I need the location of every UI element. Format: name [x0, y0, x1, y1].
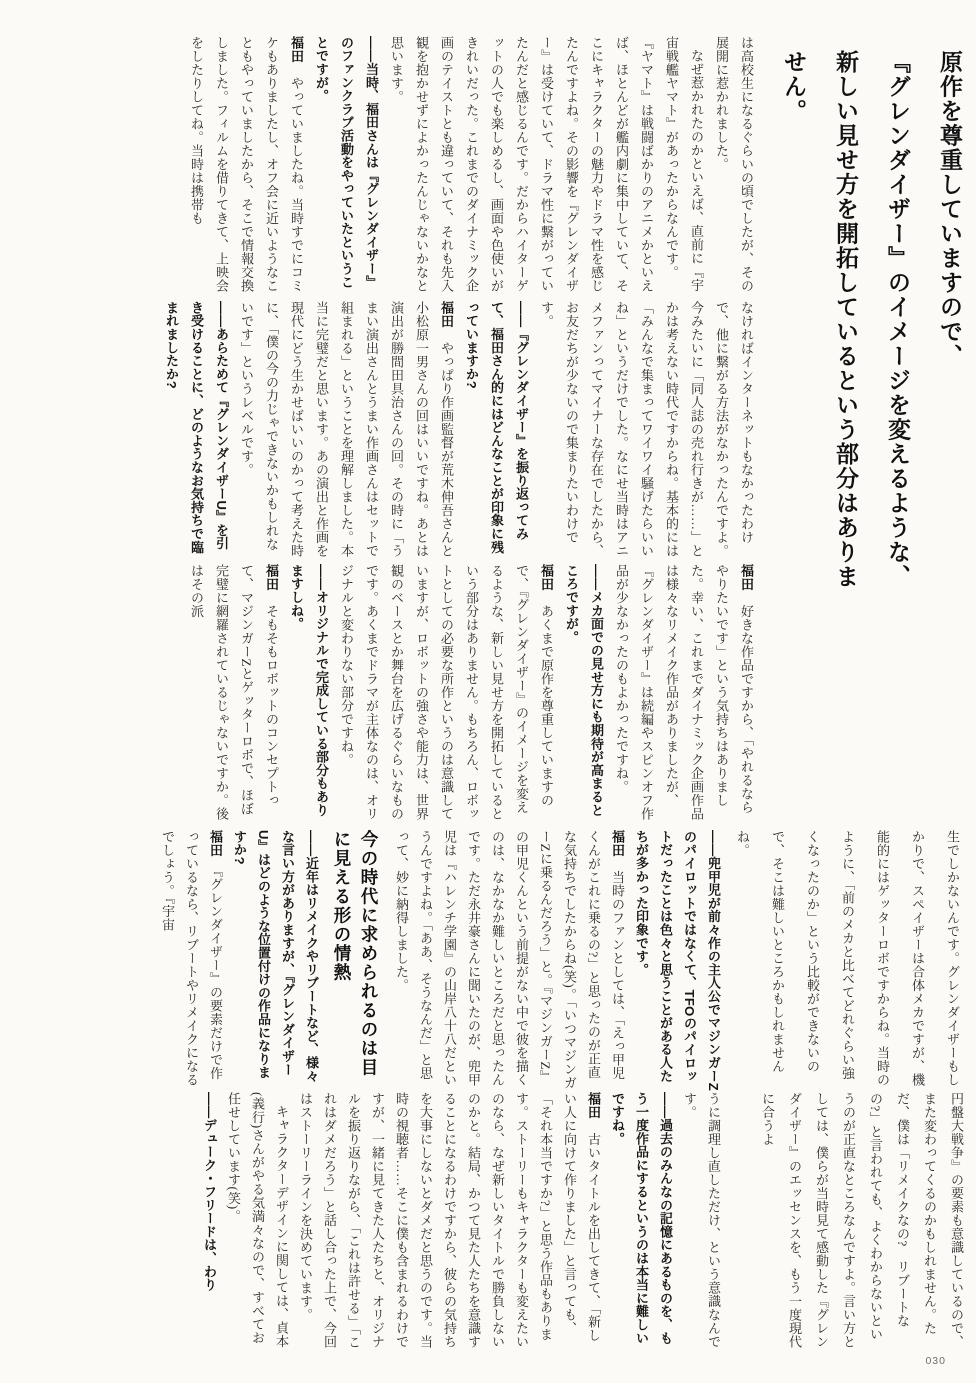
speaker-label: 福田	[586, 1092, 601, 1119]
speaker-label: 福田	[208, 830, 223, 857]
speaker-label: 福田	[289, 36, 304, 63]
page-number: 030	[925, 1355, 946, 1367]
interview-answer: 円盤大戦争』の要素も意識しているので、また変わってくるのかもしれません。ただ、僕は「リメイクなの? リブートなの?」と言われても、よくわからないというのが正直なところなんですよ。言い方としては、僕らが当時見て感動した『グレンダイザー』のエッセンスを、もう一度現代に合うよ	[760, 1092, 964, 1349]
interview-answer: 福田 やっぱり作画監督が荒木伸吾さんと小松原一男さんの回はいいですね。あとは演出が勝間田具治さんの回。その時に「うまい演出さんとうまい作画さんはセットで組まれる」ということを理解しました。本当に完璧だと思います。あの演出と作画を現代にどう生かせばいいのかって考えた時に、「僕の今の力じゃできないかもしれないです」というレベルです。	[239, 301, 454, 558]
interview-question: ――過去のみんなの記憶にあるものを、もう一度作品にするというのは本当に難しいですね。	[610, 1092, 673, 1345]
interview-answer: キャラクターデザインに関しては、貞本(義行)さんがやる気満々なので、すべてお任せしています(笑)。	[226, 1092, 289, 1348]
speaker-label: 福田	[264, 564, 279, 591]
headline-line: 原作を尊重していますので、	[937, 50, 963, 369]
interview-answer: は高校生になるぐらいの頃でしたが、その展開に惹かれました。	[714, 36, 754, 293]
interview-question: ――デューク・フリードは、わり	[202, 1092, 217, 1292]
text-band-4-right	[722, 830, 970, 1090]
interview-question: ――兜甲児が前々作の主人公でマジンガーZのパイロットではなくて、TFOのパイロットだったことは色々と思うことがある人たちが多かった印象です。	[634, 830, 721, 1091]
interview-answer: うに調理し直しただけ、という意識なんです。	[682, 1092, 721, 1349]
speaker-label: 福田	[539, 564, 554, 591]
text-band-5	[85, 1092, 725, 1354]
text-band-2	[85, 301, 759, 561]
interview-question: ――近年はリメイクやリブートなど、様々な言い方がありますが、『グレンダイザーU』はどのような位置付けの作品になりますか?	[232, 830, 319, 1083]
interview-question: ――当時、福田さんは『グレンダイザー』のファンクラブ活動をやっていたということですが。	[314, 36, 379, 289]
interview-question: ――オリジナルで完成している部分もありますしね。	[289, 564, 329, 817]
interview-answer: 福田 あくまで原作を尊重していますので、『グレンダイザー』のイメージを変えるような、新しい見せ方を開拓しているという部分はありません。もちろん、ロボットとしての必要な所作というのは意識していますが、ロボットの強さや能力は、世界観のベースとか舞台を広げるぐらいなものです。あくまでドラマが主体なのは、オリジナルと変わりない部分ですね。	[339, 564, 554, 821]
headline-line: 新しい見せ方を開拓しているという部分はありません。	[781, 50, 859, 589]
interview-answer: 福田 好きな作品ですから、「やれるならやりたいです」という気持ちはありました。幸い、これまでダイナミック企画作品は様々なリメイク作品がありましたが、『グレンダイザー』は続編やスピンオフ作品が少なかったのもよかったですね。	[614, 564, 754, 821]
text-band-4	[85, 830, 725, 1092]
interview-question: ――あらためて『グレンダイザーU』を引き受けることに、どのようなお気持ちで臨まれましたか?	[164, 301, 229, 554]
headline-line: 『グレンダイザー』のイメージを変えるような、	[885, 50, 911, 589]
speaker-label: 福田	[610, 830, 625, 857]
interview-question: ――メカ面での見せ方にも期待が高まるところですが。	[564, 564, 604, 817]
text-band-3	[85, 564, 759, 824]
interview-answer: 福田 古いタイトルを出してきて、「新しい人に向けて作りました」と言っても、「それ本当ですか?」と思う作品もあります。ストーリーもキャラクターも変えたいのなら、なぜ新しいタイトルで勝負しないのかと。結局、かつて見た人たちを意識することになるわけですから、彼らの気持ちを大事にしないとダメだと思うのです。当時の視聴者……そこに僕も含まれるわけですが、一緒に見てきた人たちと、オリジナルを振り返りながら、「これは許せる」「これはダメだろう」と話し合った上で、今回はストーリーラインを決めています。	[298, 1092, 601, 1349]
interview-answer: 福田 『グレンダイザー』の要素だけで作っているなら、リブートやリメイクになるでしょう。『宇宙	[160, 830, 223, 1087]
interview-question: ――『グレンダイザー』を振り返ってみて、福田さん的にはどんなことが印象に残っていますか?	[464, 301, 529, 554]
interview-answer: なぜ惹かれたのかといえば、直前に『宇宙戦艦ヤマト』があったからなんです。『ヤマト』は戦闘ばかりのアニメかといえば、ほとんどが艦内劇に集中していて、そこにキャラクターの魅力やドラマ性を感じたんですよね。その影響を『グレンダイザー』は受けていて、ドラマ性に繋がっていたんだと感じるんです。だからハイターゲットの人でも楽しめるし、画面や色使いがきれいだった。これまでのダイナミック企画のテイストとも違っていて、それも先入観を抱かせずによかったんじゃないかなと思います。	[389, 36, 704, 293]
interview-answer: 福田 当時のファンとしては、「えっ甲児くんがこれに乗るの?」と思ったのが正直な気持ちでしたからね(笑)。「いつマジンガーZに乗るんだろう」と。『マジンガーZ』の甲児くんという前提がない中で彼を描くのは、なかなか難しいところだと思ったんです。ただ永井豪さんに聞いたのが、兜甲児は『ハレンチ学園』の山岸八十八だというんですよね。「ああ、そうなんだ」と思って、妙に納得しました。	[394, 830, 625, 1090]
text-band-5-right	[722, 1092, 970, 1352]
pull-quote-headline	[781, 50, 976, 610]
interview-answer: 福田 そもそもロボットのコンセプトって、マジンガーZとゲッターロボで、ほぼ完璧に網羅されているじゃないですか。後はその派	[189, 564, 279, 821]
interview-answer: 生でしかないんです。グレンダイザーもしかりで、スペイザーは合体メカですが、機能的にはゲッターロボですからね。当時のように、「前のメカと比べてどれぐらい強くなったのか」という比較ができないので、そこは難しいところかもしれませんね。	[735, 830, 960, 1087]
interview-answer: 福田 やっていましたね。当時すでにコミケもありましたし、オフ会に近いようなこともやっていましたから、そこで情報交換しました。フィルムを借りてきて、上映会をしたりしてね。当時は携帯も	[189, 36, 304, 293]
speaker-label: 福田	[439, 301, 454, 328]
speaker-label: 福田	[739, 564, 754, 591]
interview-answer: なければインターネットもなかったわけで、他に繋がる方法がなかったんですよ。今みたいに「同人誌の売れ行きが……」とかは考えない時代ですからね。基本的には「みんなで集まってワイワイ騒げたらいいね」というだけでした。なにせ当時はアニメファンってマイナーな存在でしたから、お友だちが少ないので集まりたいわけです。	[539, 301, 754, 558]
text-band-1	[85, 36, 759, 296]
section-heading: 今の時代に求められるのは目に見える形の情熱	[332, 830, 379, 1077]
